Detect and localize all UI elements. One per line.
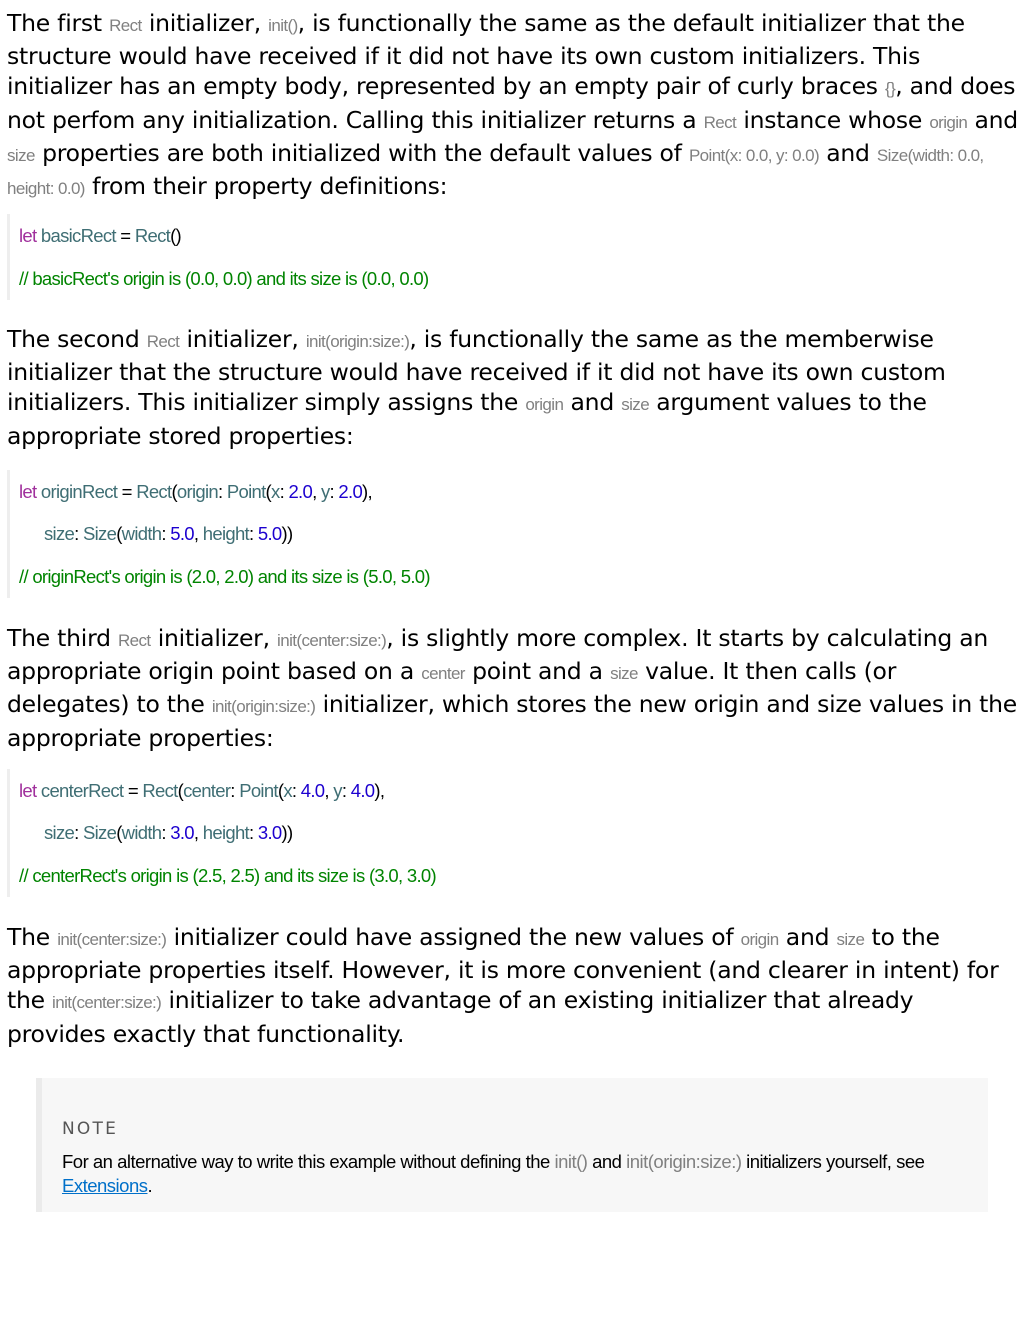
text: value. It then calls (or delegates) to the (7, 657, 897, 719)
punctuation: ), (362, 481, 372, 502)
inline-code: {} (885, 79, 896, 99)
code-block-center-rect (7, 769, 1010, 897)
argument-label: size (44, 523, 75, 544)
inline-code: Rect (703, 112, 737, 132)
type-name: Rect (136, 481, 172, 502)
identifier: originRect (40, 481, 118, 502)
punctuation: , (324, 780, 334, 801)
punctuation: , (193, 523, 203, 544)
punctuation: : (249, 822, 258, 843)
inline-code: init() (268, 16, 298, 35)
text: , is functionally the same as the memberwise initializer that the structure would have received if it did not have its own custom initializers. This initializer simply assigns the (7, 325, 946, 417)
number-literal: 2.0 (288, 481, 313, 502)
punctuation: = (123, 780, 143, 801)
argument-label: y (320, 481, 330, 502)
text: and (563, 388, 622, 417)
number-literal: 2.0 (338, 481, 363, 502)
extensions-link[interactable]: Extensions (62, 1175, 148, 1196)
text: The third (7, 624, 118, 652)
punctuation: , (193, 822, 203, 843)
inline-code: size (7, 145, 35, 165)
keyword: let (19, 225, 37, 246)
note-body (62, 1150, 962, 1198)
argument-label: x (271, 481, 280, 502)
inline-code: size (610, 664, 638, 684)
code-comment: // centerRect's origin is (2.5, 2.5) and its size is (3.0, 3.0) (19, 865, 436, 886)
inline-code: init() (554, 1151, 588, 1172)
keyword: let (19, 481, 37, 502)
text: and (819, 138, 877, 167)
argument-label: y (333, 780, 342, 801)
number-literal: 5.0 (257, 523, 282, 544)
type-name: Size (83, 523, 117, 544)
punctuation: : (329, 481, 339, 502)
text: and (778, 923, 837, 951)
punctuation: ( (116, 822, 122, 843)
text: For an alternative way to write this example without defining the (62, 1151, 555, 1172)
text: properties are both initialized with the default values of (34, 138, 689, 167)
punctuation: : (161, 523, 171, 544)
punctuation: : (230, 780, 240, 801)
code-comment: // originRect's origin is (2.0, 2.0) and its size is (5.0, 5.0) (19, 566, 430, 587)
inline-code: init(center:size:) (277, 631, 387, 650)
text: initializers yourself, see (741, 1151, 925, 1172)
punctuation: : (161, 822, 171, 843)
text: The first (7, 9, 110, 37)
text: and (967, 105, 1018, 134)
punctuation: )) (281, 822, 293, 843)
type-name: Point (226, 481, 266, 502)
punctuation: )) (281, 523, 293, 544)
inline-code: init(origin:size:) (211, 697, 316, 717)
inline-code: init(origin:size:) (626, 1151, 742, 1172)
inline-code: Rect (117, 631, 151, 650)
keyword: let (19, 780, 37, 801)
inline-code: Point(x: 0.0, y: 0.0) (688, 145, 820, 165)
punctuation: : (217, 481, 227, 502)
code-line (19, 225, 181, 247)
type-name: Size (83, 822, 117, 843)
text: and (587, 1151, 627, 1172)
type-name: Point (239, 780, 278, 801)
paragraph-default-initializer (7, 8, 1019, 204)
argument-label: size (44, 822, 75, 843)
text: initializer, (179, 325, 306, 353)
punctuation: : (249, 523, 258, 544)
note-title: NOTE (62, 1119, 119, 1139)
inline-code: origin (740, 930, 779, 949)
type-name: Rect (142, 780, 178, 801)
text: initializer to take advantage of an existing initializer that already provides exactly that functionality. (7, 986, 914, 1048)
punctuation: : (341, 780, 351, 801)
code-line (19, 780, 384, 802)
inline-code: init(center:size:) (57, 930, 167, 949)
punctuation: = (115, 225, 135, 246)
text: to the appropriate properties itself. However, it is more convenient (and clearer in intent) for the (7, 923, 999, 1015)
text: initializer, which stores the new origin and size values in the appropriate properties: (7, 690, 1017, 752)
punctuation: = (117, 481, 137, 502)
text: initializer, (141, 9, 269, 37)
inline-code: Rect (146, 332, 180, 351)
argument-label: width (121, 822, 162, 843)
number-literal: 5.0 (170, 523, 194, 544)
argument-label: origin (176, 481, 218, 502)
type-name: Rect (134, 225, 171, 246)
text: The second (7, 325, 147, 353)
punctuation: , (312, 481, 321, 502)
punctuation: ( (116, 523, 122, 544)
paragraph-memberwise-initializer (7, 324, 1019, 451)
inline-code: Size(width: 0.0, height: 0.0) (7, 145, 984, 199)
punctuation: () (170, 225, 181, 246)
text: argument values to the appropriate stored properties: (7, 388, 927, 450)
inline-code: origin (929, 112, 968, 132)
argument-label: center (183, 780, 231, 801)
inline-code: origin (525, 395, 564, 415)
text: , is functionally the same as the default initializer that the structure would have received if it did not have its own custom initializers. This initializer has an empty body, represented by an empty pair of curly braces (7, 9, 965, 101)
punctuation: ( (277, 780, 284, 801)
argument-label: x (283, 780, 292, 801)
code-comment: // basicRect's origin is (0.0, 0.0) and its size is (0.0, 0.0) (19, 268, 429, 289)
code-line (19, 481, 372, 503)
punctuation: ( (265, 481, 271, 502)
text: The (7, 923, 58, 951)
argument-label: height (202, 822, 249, 843)
punctuation: ( (171, 481, 177, 502)
punctuation: ), (374, 780, 385, 801)
argument-label: width (121, 523, 162, 544)
number-literal: 3.0 (257, 822, 282, 843)
punctuation: : (291, 780, 301, 801)
text: instance whose (736, 105, 930, 134)
punctuation: ( (177, 780, 184, 801)
code-block-origin-rect (7, 470, 1010, 598)
code-block-basic-rect (7, 214, 1010, 300)
inline-code: size (621, 395, 650, 415)
code-line (44, 523, 292, 545)
inline-code: init(origin:size:) (305, 332, 410, 351)
text: initializer, (150, 624, 278, 652)
identifier: basicRect (40, 225, 116, 246)
punctuation: : (74, 523, 83, 544)
code-line (44, 822, 292, 844)
identifier: centerRect (40, 780, 124, 801)
paragraph-center-initializer (7, 623, 1019, 753)
number-literal: 4.0 (350, 780, 375, 801)
inline-code: init(center:size:) (52, 993, 162, 1013)
text: from their property definitions: (84, 172, 448, 201)
text: , is slightly more complex. It starts by calculating an appropriate origin point based on a (7, 624, 989, 686)
argument-label: height (202, 523, 249, 544)
note-aside (36, 1078, 988, 1212)
number-literal: 3.0 (170, 822, 194, 843)
inline-code: center (421, 664, 465, 684)
text: , and does not perfom any initialization. Calling this initializer returns a (7, 72, 1016, 134)
inline-code: size (836, 930, 865, 949)
paragraph-delegation-explanation (7, 922, 1019, 1049)
text: point and a (464, 657, 611, 686)
punctuation: : (279, 481, 289, 502)
punctuation: : (74, 822, 83, 843)
text: initializer could have assigned the new values of (166, 923, 741, 951)
inline-code: Rect (109, 16, 142, 35)
text: . (147, 1175, 153, 1196)
number-literal: 4.0 (300, 780, 325, 801)
